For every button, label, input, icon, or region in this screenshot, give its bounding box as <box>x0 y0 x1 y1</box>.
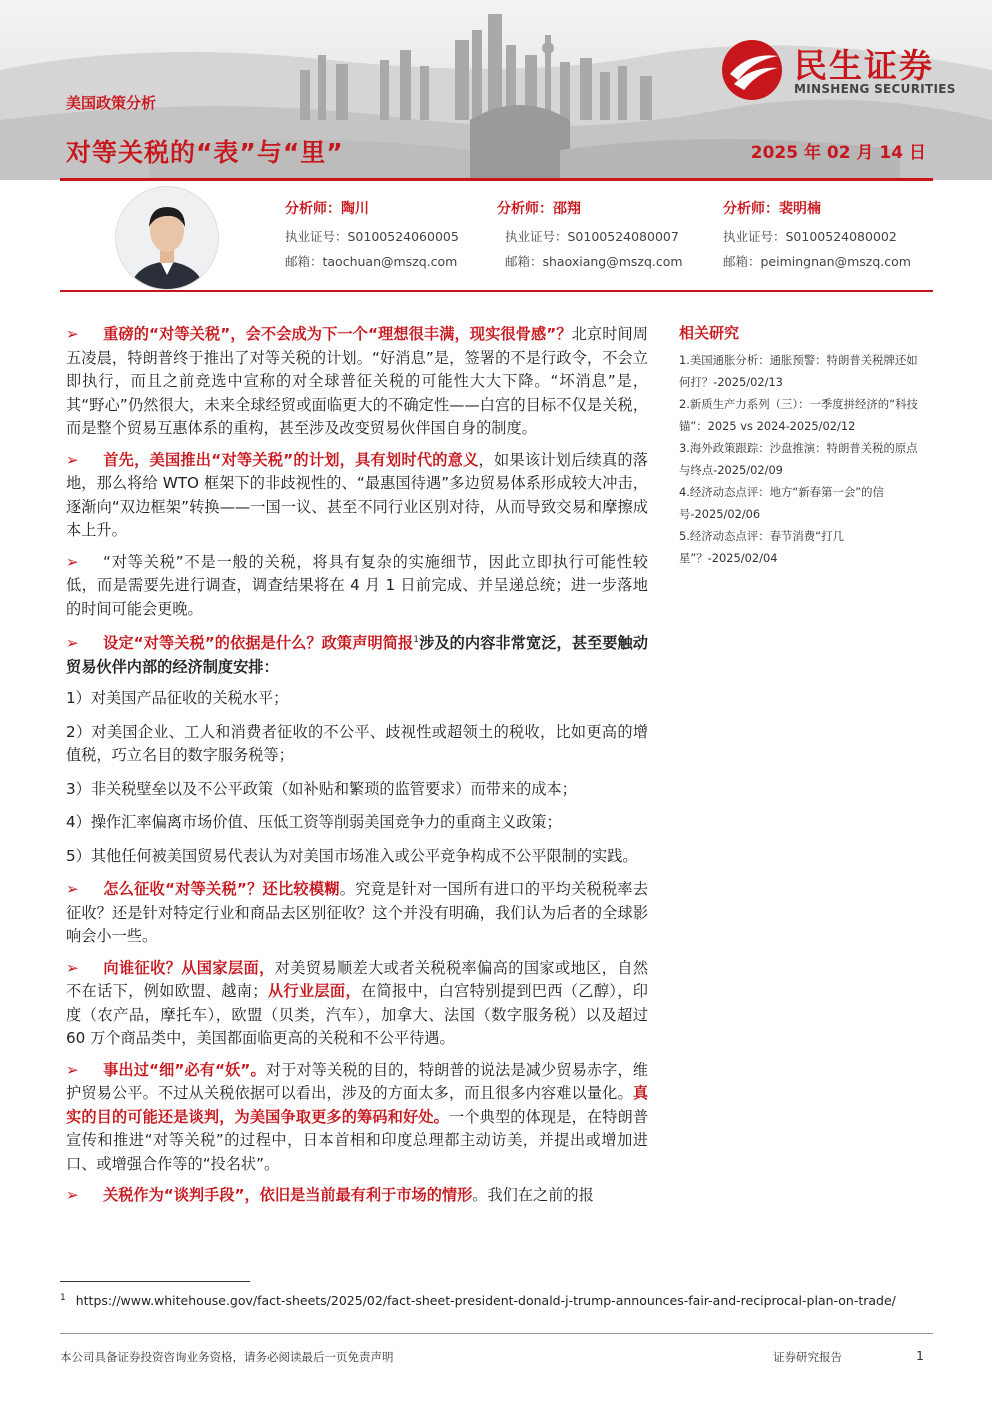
analyst-cert: 执业证号：S0100524060005 <box>285 229 459 244</box>
list-item: 2）对美国企业、工人和消费者征收的不公平、歧视性或超领土的税收，比如更高的增值税，巧立名目的数字服务税等； <box>66 722 648 765</box>
analyst-cert: 执业证号：S0100524080007 <box>505 229 679 244</box>
report-body <box>66 323 648 1216</box>
analyst-name: 分析师：陶川 <box>285 201 369 217</box>
footer-disclaimer: 本公司具备证券投资咨询业务资格，请务必阅读最后一页免责声明 <box>60 1350 394 1364</box>
analyst-card-3 <box>723 198 911 268</box>
logo-chinese-name: 民生证券 <box>794 46 934 85</box>
bullet-icon: ➢ <box>66 450 79 469</box>
bullet-icon: ➢ <box>66 958 79 977</box>
paragraph-7: ➢ 事出过“细”必有“妖”。对于对等关税的目的，特朗普的说法是减少贸易赤字，维护贸易公平。不过从关税依据可以看出，涉及的方面太多，而且很多内容难以量化。真实的目的可能还是谈判，为美国争取更多的筹码和好处。一个典型的体现是，在特朗普宣传和推进“对等关税”的过程中，日本首相和印度总理都主动访美，并提出或增加进口、或增强合作等的“投名状”。 <box>66 1060 649 1173</box>
list-item: 4）操作汇率偏离市场价值、压低工资等削弱美国竞争力的重商主义政策； <box>66 813 562 832</box>
criteria-list <box>66 687 648 868</box>
analyst-avatar <box>115 186 219 290</box>
related-research-item[interactable]: 1.美国通胀分析：通胀预警：特朗普关税牌还如何打？-2025/02/13 <box>679 353 918 389</box>
analyst-email[interactable]: 邮箱：taochuan@mszq.com <box>285 254 458 269</box>
analyst-card-1 <box>285 198 459 268</box>
bullet-icon: ➢ <box>66 1186 79 1205</box>
bullet-icon: ➢ <box>66 325 79 343</box>
report-series: 美国政策分析 <box>66 94 157 112</box>
bullet-icon: ➢ <box>66 880 79 899</box>
paragraph-8: ➢ 关税作为“谈判手段”，依旧是当前最有利于市场的情形。我们在之前的报 <box>66 1184 648 1208</box>
sidebar-title: 相关研究 <box>679 324 740 342</box>
related-research-item[interactable]: 2.新质生产力系列（三）：一季度拼经济的“科技锚”：2025 vs 2024-2025/02/12 <box>679 397 918 433</box>
analyst-email[interactable]: 邮箱：peimingnan@mszq.com <box>723 254 911 269</box>
report-date: 2025 年 02 月 14 日 <box>750 143 926 163</box>
analyst-card-2 <box>497 198 683 268</box>
footnote <box>60 1293 896 1308</box>
report-title: 对等关税的“表”与“里” <box>66 138 344 167</box>
bullet-icon: ➢ <box>66 552 79 571</box>
list-item: 1）对美国产品征收的关税水平； <box>66 689 289 708</box>
bullet-icon: ➢ <box>66 1060 79 1079</box>
related-research-sidebar <box>679 322 929 569</box>
minsheng-logo <box>720 38 970 102</box>
paragraph-3: ➢ “对等关税”不是一般的关税，将具有复杂的实施细节，因此立即执行可能性较低，而是需要先进行调查，调查结果将在 4 月 1 日前完成、并呈递总统；进一步落地的时间可能会更晚。 <box>66 552 648 618</box>
paragraph-1: ➢ 重磅的“对等关税”，会不会成为下一个“理想很丰满，现实很骨感”？北京时间周五凌晨，特朗普终于推出了对等关税的计划。“好消息”是，签署的不是行政令，不会立即执行，而且之前竞选中宣称的对全球普征关税的可能性大大下降。“坏消息”是，其“野心”仍然很大，未来全球经贸或面临更大的不确定性——白宫的目标不仅是关税，而是整个贸易互惠体系的重构，甚至涉及改变贸易伙伴国自身的制度。 <box>66 325 648 437</box>
paragraph-5: ➢ 怎么征收“对等关税”？还比较模糊。究竟是针对一国所有进口的平均关税税率去征收？还是针对特定行业和商品去区别征收？这个并没有明确，我们认为后者的全球影响会小一些。 <box>66 880 649 946</box>
header-divider <box>60 178 933 181</box>
page-number: 1 <box>916 1348 924 1363</box>
footnote-ref[interactable]: 1 <box>413 635 419 645</box>
related-research-item[interactable]: 5.经济动态点评：春节消费“打几星”？-2025/02/04 <box>679 529 844 565</box>
paragraph-2: ➢ 首先，美国推出“对等关税”的计划，具有划时代的意义，如果该计划后续真的落地，那么将给 WTO 框架下的非歧视性的、“最惠国待遇”多边贸易体系形成较大冲击，逐渐向“双边框架”转换——一国一议、甚至不同行业区别对待，从而导致交易和摩擦成本上升。 <box>66 450 648 539</box>
list-item: 3）非关税壁垒以及不公平政策（如补贴和繁琐的监管要求）而带来的成本； <box>66 779 577 798</box>
analyst-divider <box>60 290 933 292</box>
related-research-item[interactable]: 3.海外政策跟踪：沙盘推演：特朗普关税的原点与终点-2025/02/09 <box>679 441 918 477</box>
paragraph-4: ➢ 设定“对等关税”的依据是什么？政策声明简报$^1$涉及的内容非常宽泛，甚至要触动贸易伙伴内部的经济制度安排： <box>66 634 648 676</box>
footnote-divider <box>60 1281 250 1282</box>
analyst-email[interactable]: 邮箱：shaoxiang@mszq.com <box>505 254 683 269</box>
bullet-icon: ➢ <box>66 634 79 653</box>
footer-report-type: 证券研究报告 <box>773 1350 842 1364</box>
related-research-item[interactable]: 4.经济动态点评：地方“新春第一会”的信号-2025/02/06 <box>679 485 884 521</box>
logo-english-name: MINSHENG SECURITIES <box>794 82 956 96</box>
logo-mark-icon <box>720 38 786 102</box>
analyst-name: 分析师：裴明楠 <box>723 201 821 217</box>
header-banner <box>0 0 992 180</box>
footnote-link[interactable]: https://www.whitehouse.gov/fact-sheets/2025/02/fact-sheet-president-donald-j-trump-announces-fair-and-reciprocal-plan-on-trade/ <box>75 1293 896 1309</box>
analyst-name: 分析师：邵翔 <box>497 201 581 217</box>
list-item: 5）其他任何被美国贸易代表认为对美国市场准入或公平竞争构成不公平限制的实践。 <box>66 846 638 865</box>
person-photo-icon <box>116 187 218 289</box>
analyst-cert: 执业证号：S0100524080002 <box>723 229 897 244</box>
paragraph-6: ➢ 向谁征收？从国家层面，对美贸易顺差大或者关税税率偏高的国家或地区，自然不在话下，例如欧盟、越南；从行业层面，在简报中，白宫特别提到巴西（乙醇），印度（农产品，摩托车），欧盟（贝类，汽车），加拿大、法国（数字服务税）以及超过 60 万个商品类中，美国都面临更高的关税和不公平待遇。 <box>66 958 649 1048</box>
footnote-number: 1 <box>60 1293 66 1303</box>
footer-divider <box>60 1333 933 1334</box>
